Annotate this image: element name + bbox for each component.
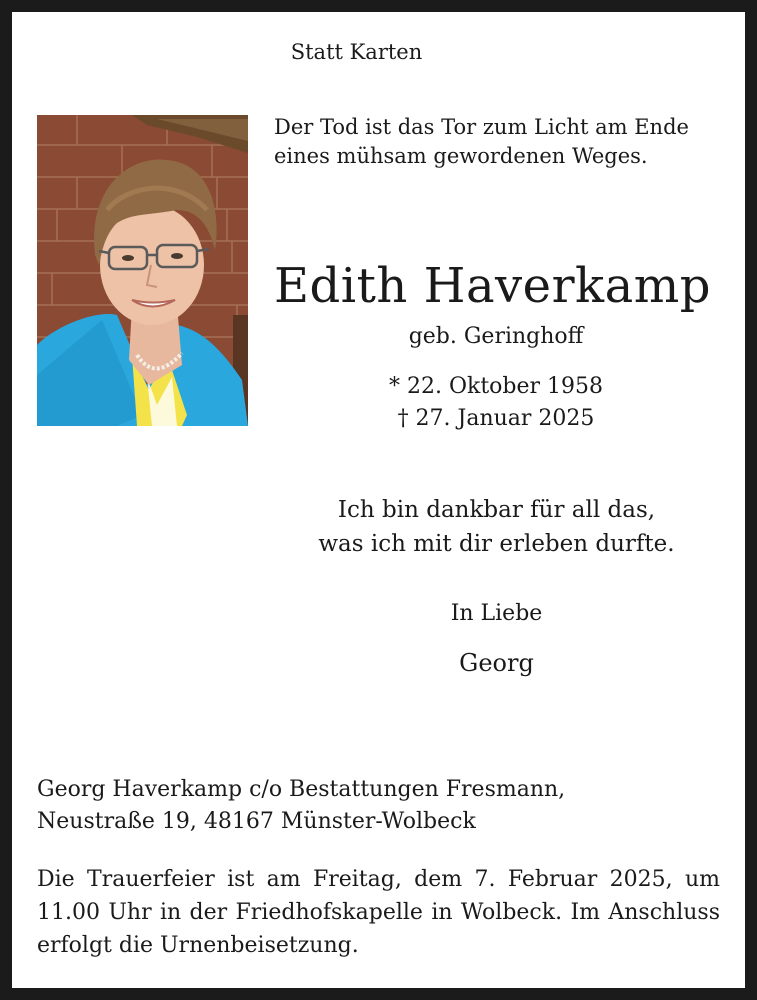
- address-line: Neustraße 19, 48167 Münster-Wolbeck: [37, 809, 476, 834]
- address-line: Georg Haverkamp c/o Bestattungen Fresmann,: [37, 777, 566, 802]
- notice-line: erfolgt die Urnenbeisetzung.: [37, 933, 359, 958]
- obituary-card: [12, 12, 745, 988]
- contact-address: [37, 774, 565, 838]
- birth-date: * 22. Oktober 1958: [388, 374, 604, 399]
- opening-quote: [274, 113, 689, 171]
- closing-phrase: In Liebe: [450, 601, 543, 626]
- deceased-name: Edith Haverkamp: [274, 258, 711, 314]
- funeral-notice: [37, 863, 720, 962]
- opening-quote-line: Der Tod ist das Tor zum Licht am Ende: [274, 115, 689, 139]
- opening-quote-line: eines mühsam gewordenen Weges.: [274, 144, 648, 168]
- header-label: Statt Karten: [290, 40, 423, 64]
- portrait-photo: [37, 115, 248, 426]
- signature-name: Georg: [459, 649, 534, 677]
- gratitude-quote-line: Ich bin dankbar für all das,: [337, 497, 656, 523]
- maiden-name: geb. Geringhoff: [408, 324, 584, 349]
- notice-line: Die Trauerfeier ist am Freitag, dem 7. Februar 2025, um: [37, 867, 720, 892]
- gratitude-quote: [12, 493, 745, 561]
- death-date: † 27. Januar 2025: [397, 406, 595, 431]
- notice-line: 11.00 Uhr in der Friedhofskapelle in Wolbeck. Im Anschluss: [37, 900, 720, 925]
- gratitude-quote-line: was ich mit dir erleben durfte.: [318, 531, 675, 557]
- life-dates: [274, 371, 718, 435]
